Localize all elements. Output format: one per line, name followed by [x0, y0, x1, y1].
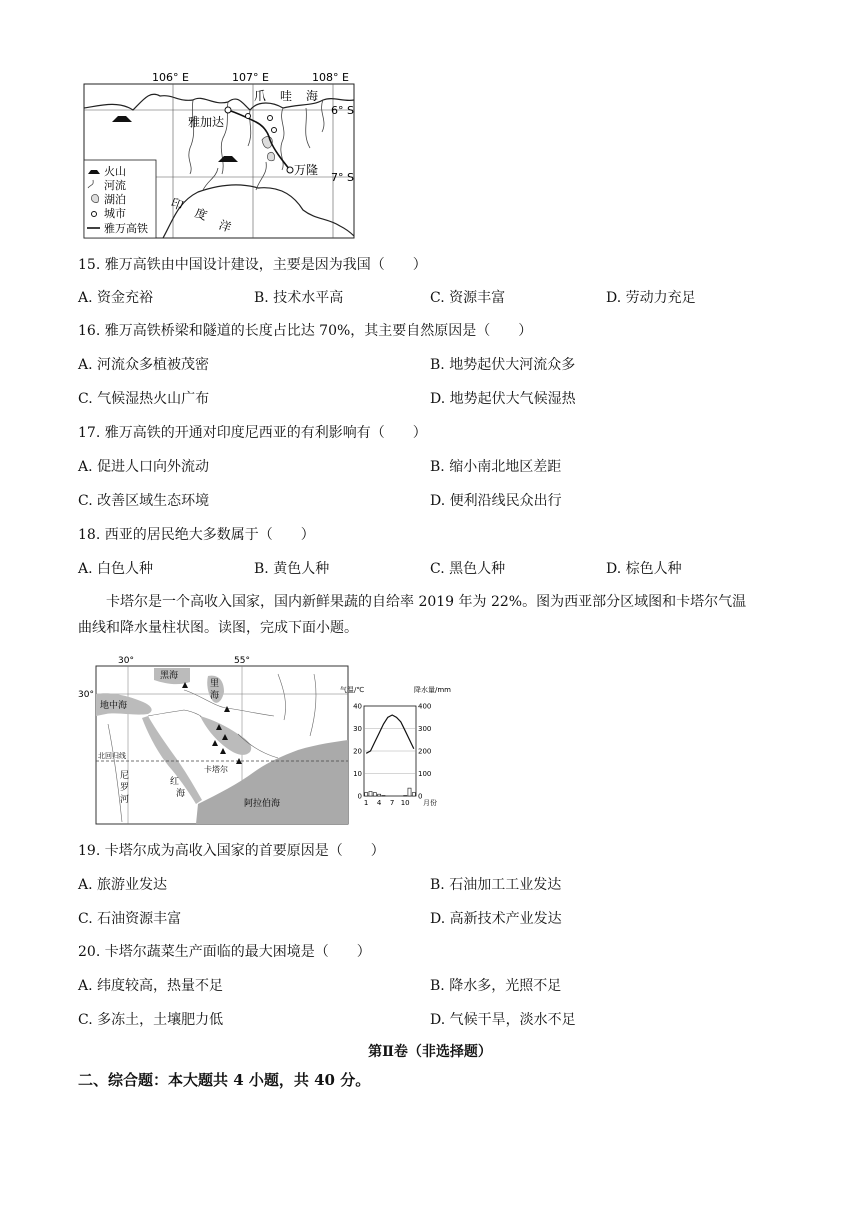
option: D. 劳动力充足 — [606, 290, 696, 306]
option: A. 旅游业发达 — [78, 877, 168, 893]
precipitation-bar — [412, 793, 415, 796]
svg-text:爪: 爪 — [254, 89, 267, 103]
question-17-stem: 17. 雅万高铁的开通对印度尼西亚的有利影响有（ ） — [78, 425, 427, 441]
svg-text:106° E: 106° E — [152, 71, 189, 84]
question-15-stem: 15. 雅万高铁由中国设计建设，主要是因为我国（ ） — [78, 257, 427, 273]
precipitation-bar — [373, 793, 376, 796]
option: D. 气候干旱，淡水不足 — [430, 1012, 576, 1028]
svg-text:里: 里 — [210, 679, 220, 689]
svg-text:罗: 罗 — [120, 783, 130, 793]
svg-text:55°: 55° — [234, 656, 250, 666]
option: A. 资金充裕 — [78, 290, 154, 306]
svg-text:湖泊: 湖泊 — [104, 193, 126, 206]
y-left-tick-label: 30 — [353, 725, 362, 733]
option: B. 技术水平高 — [254, 290, 344, 306]
svg-text:城市: 城市 — [104, 207, 126, 220]
svg-text:7° S: 7° S — [331, 171, 354, 184]
svg-text:108° E: 108° E — [312, 71, 349, 84]
x-tick-label: 10 — [400, 799, 410, 807]
option: C. 资源丰富 — [430, 290, 506, 306]
intro-paragraph: 卡塔尔是一个高收入国家，国内新鲜果蔬的自给率 2019 年为 22%。图为西亚部分区域图和卡塔尔气温 曲线和降水量柱状图。读图，完成下面小题。 — [78, 594, 747, 636]
option: A. 纬度较高，热量不足 — [78, 978, 224, 994]
option: B. 石油加工工业发达 — [430, 877, 562, 893]
section-heading: 二、综合题：本大题共 4 小题，共 40 分。 — [78, 1071, 371, 1089]
svg-text:卡塔尔: 卡塔尔 — [204, 765, 228, 774]
option: B. 缩小南北地区差距 — [430, 459, 562, 475]
precipitation-bar — [378, 794, 381, 796]
svg-text:阿拉伯海: 阿拉伯海 — [244, 799, 281, 809]
option: B. 地势起伏大河流众多 — [430, 357, 576, 373]
svg-text:度: 度 — [192, 205, 210, 223]
qatar-climate-chart — [340, 682, 451, 814]
svg-text:哇: 哇 — [280, 89, 293, 103]
option: D. 高新技术产业发达 — [430, 911, 562, 927]
svg-text:洋: 洋 — [216, 217, 234, 235]
option: B. 黄色人种 — [254, 561, 330, 577]
y-left-tick-label: 10 — [353, 770, 362, 778]
section-title: 第Ⅱ卷（非选择题） — [368, 1044, 492, 1060]
x-tick-label: 7 — [389, 799, 395, 807]
svg-text:30°: 30° — [78, 690, 94, 700]
question-19-stem: 19. 卡塔尔成为高收入国家的首要原因是（ ） — [78, 843, 385, 859]
question-18-stem: 18. 西亚的居民绝大多数属于（ ） — [78, 527, 315, 543]
west-asia-map — [78, 654, 352, 826]
option: D. 棕色人种 — [606, 561, 682, 577]
svg-text:30°: 30° — [118, 656, 134, 666]
y-left-tick-label: 20 — [353, 747, 362, 756]
svg-text:河: 河 — [120, 795, 130, 805]
y-right-tick-label: 400 — [418, 702, 432, 711]
question-20-stem: 20. 卡塔尔蔬菜生产面临的最大困境是（ ） — [78, 944, 371, 960]
y-left-axis-label: 气温/℃ — [340, 686, 365, 694]
option: A. 河流众多植被茂密 — [78, 357, 210, 373]
x-axis-label: 月份 — [423, 799, 437, 807]
question-16-stem: 16. 雅万高铁桥梁和隧道的长度占比达 70%，其主要自然原因是（ ） — [78, 323, 533, 339]
option: C. 多冻土，土壤肥力低 — [78, 1012, 224, 1028]
option: C. 石油资源丰富 — [78, 911, 182, 927]
y-left-tick-label: 0 — [357, 792, 362, 801]
precipitation-bar — [365, 793, 368, 796]
option: A. 白色人种 — [78, 561, 154, 577]
option: D. 地势起伏大气候湿热 — [430, 391, 576, 407]
svg-text:北回归线: 北回归线 — [98, 752, 126, 760]
y-right-tick-label: 200 — [418, 747, 432, 756]
y-right-tick-label: 300 — [418, 725, 432, 733]
option: C. 改善区域生态环境 — [78, 493, 210, 509]
option: C. 黑色人种 — [430, 561, 506, 577]
svg-text:雅加达: 雅加达 — [188, 115, 225, 129]
option: A. 促进人口向外流动 — [78, 459, 210, 475]
y-right-axis-label: 降水量/mm — [414, 686, 451, 694]
svg-text:雅万高铁: 雅万高铁 — [104, 222, 148, 235]
x-tick-label: 1 — [363, 799, 369, 807]
option: C. 气候湿热火山广布 — [78, 391, 210, 407]
svg-text:6° S: 6° S — [331, 104, 354, 117]
option: B. 降水多，光照不足 — [430, 978, 562, 994]
option: D. 便利沿线民众出行 — [430, 493, 562, 509]
y-right-tick-label: 100 — [418, 770, 432, 778]
y-left-tick-label: 40 — [353, 702, 362, 711]
svg-text:印: 印 — [168, 195, 186, 213]
svg-text:海: 海 — [176, 789, 186, 799]
svg-text:尼: 尼 — [120, 771, 130, 781]
svg-text:海: 海 — [210, 691, 220, 701]
svg-text:海: 海 — [306, 89, 319, 103]
svg-text:红: 红 — [170, 777, 180, 787]
svg-text:黑海: 黑海 — [160, 671, 179, 681]
x-tick-label: 4 — [376, 799, 382, 807]
precipitation-bar — [369, 792, 372, 797]
java-map — [78, 70, 360, 242]
svg-text:河流: 河流 — [104, 179, 126, 192]
y-right-tick-label: 0 — [418, 792, 423, 801]
svg-text:地中海: 地中海 — [100, 701, 128, 711]
svg-text:107° E: 107° E — [232, 71, 269, 84]
precipitation-bar — [408, 788, 411, 796]
svg-text:火山: 火山 — [104, 165, 126, 178]
svg-text:万隆: 万隆 — [294, 163, 319, 177]
